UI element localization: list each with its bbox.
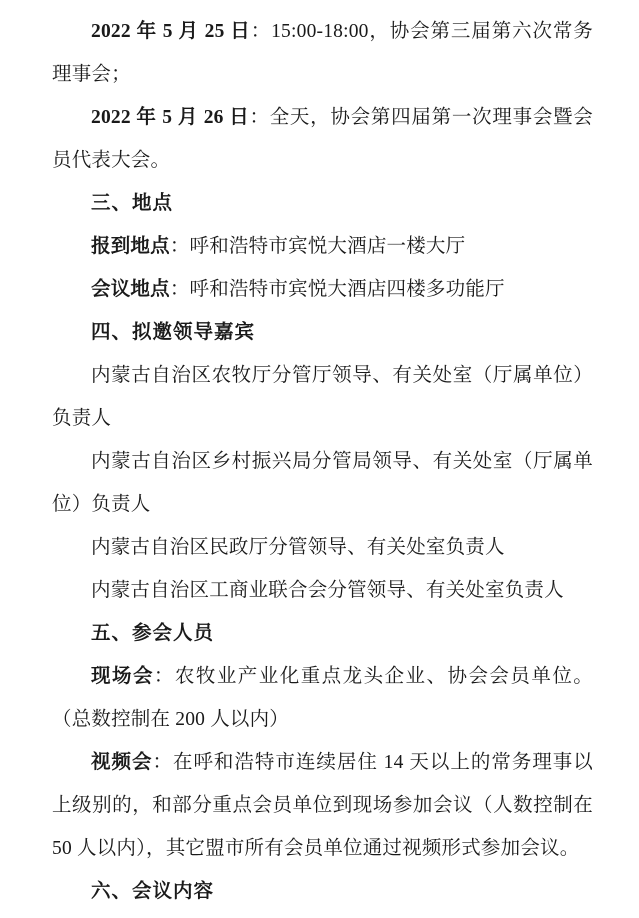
meeting-date-25-run-1: ：15:00-18:00，协会第三届第六次常务理事会； [52, 21, 593, 85]
section-five-heading [52, 612, 593, 655]
guest-2 [52, 440, 593, 526]
meeting-date-25 [52, 10, 593, 96]
section-four-heading-run-0: 四、拟邀领导嘉宾 [91, 322, 256, 343]
section-five-heading-run-0: 五、参会人员 [91, 623, 215, 644]
section-six-heading [52, 870, 593, 913]
guest-1-run-0: 内蒙古自治区农牧厅分管厅领导、有关处室（厅属单位）负责人 [52, 365, 593, 429]
guest-4-run-0: 内蒙古自治区工商业联合会分管领导、有关处室负责人 [91, 580, 564, 601]
meeting-date-25-run-0: 2022 年 5 月 25 日 [91, 21, 251, 42]
registration-location-run-1: ：呼和浩特市宾悦大酒店一楼大厅 [169, 236, 466, 257]
meeting-date-26-run-1: ：全天，协会第四届第一次理事会暨会员代表大会。 [52, 107, 593, 171]
guest-3-run-0: 内蒙古自治区民政厅分管领导、有关处室负责人 [91, 537, 505, 558]
video-attendees [52, 741, 593, 870]
onsite-attendees-run-0: 现场会 [91, 666, 154, 687]
meeting-date-26-run-0: 2022 年 5 月 26 日 [91, 107, 250, 128]
guest-2-run-0: 内蒙古自治区乡村振兴局分管局领导、有关处室（厅属单位）负责人 [52, 451, 593, 515]
video-attendees-run-0: 视频会 [91, 752, 153, 773]
meeting-date-26 [52, 96, 593, 182]
video-attendees-run-1: ：在呼和浩特市连续居住 14 天以上的常务理事以上级别的，和部分重点会员单位到现场参加会议（人数控制在 50 人以内），其它盟市所有会员单位通过视频形式参加会议。 [52, 752, 593, 859]
section-four-heading [52, 311, 593, 354]
registration-location-run-0: 报到地点 [91, 236, 170, 257]
registration-location [52, 225, 593, 268]
onsite-attendees-run-1: ：农牧业产业化重点龙头企业、协会会员单位。（总数控制在 200 人以内） [52, 666, 594, 730]
section-three-heading [52, 182, 593, 225]
guest-3 [52, 526, 593, 569]
guest-1 [52, 354, 593, 440]
onsite-attendees [52, 655, 593, 741]
meeting-location [52, 268, 593, 311]
section-three-heading-run-0: 三、地点 [91, 193, 174, 214]
section-six-heading-run-0: 六、会议内容 [91, 881, 215, 902]
meeting-location-run-1: ：呼和浩特市宾悦大酒店四楼多功能厅 [169, 279, 505, 300]
guest-4 [52, 569, 593, 612]
document-body [52, 10, 593, 913]
meeting-location-run-0: 会议地点 [91, 279, 170, 300]
